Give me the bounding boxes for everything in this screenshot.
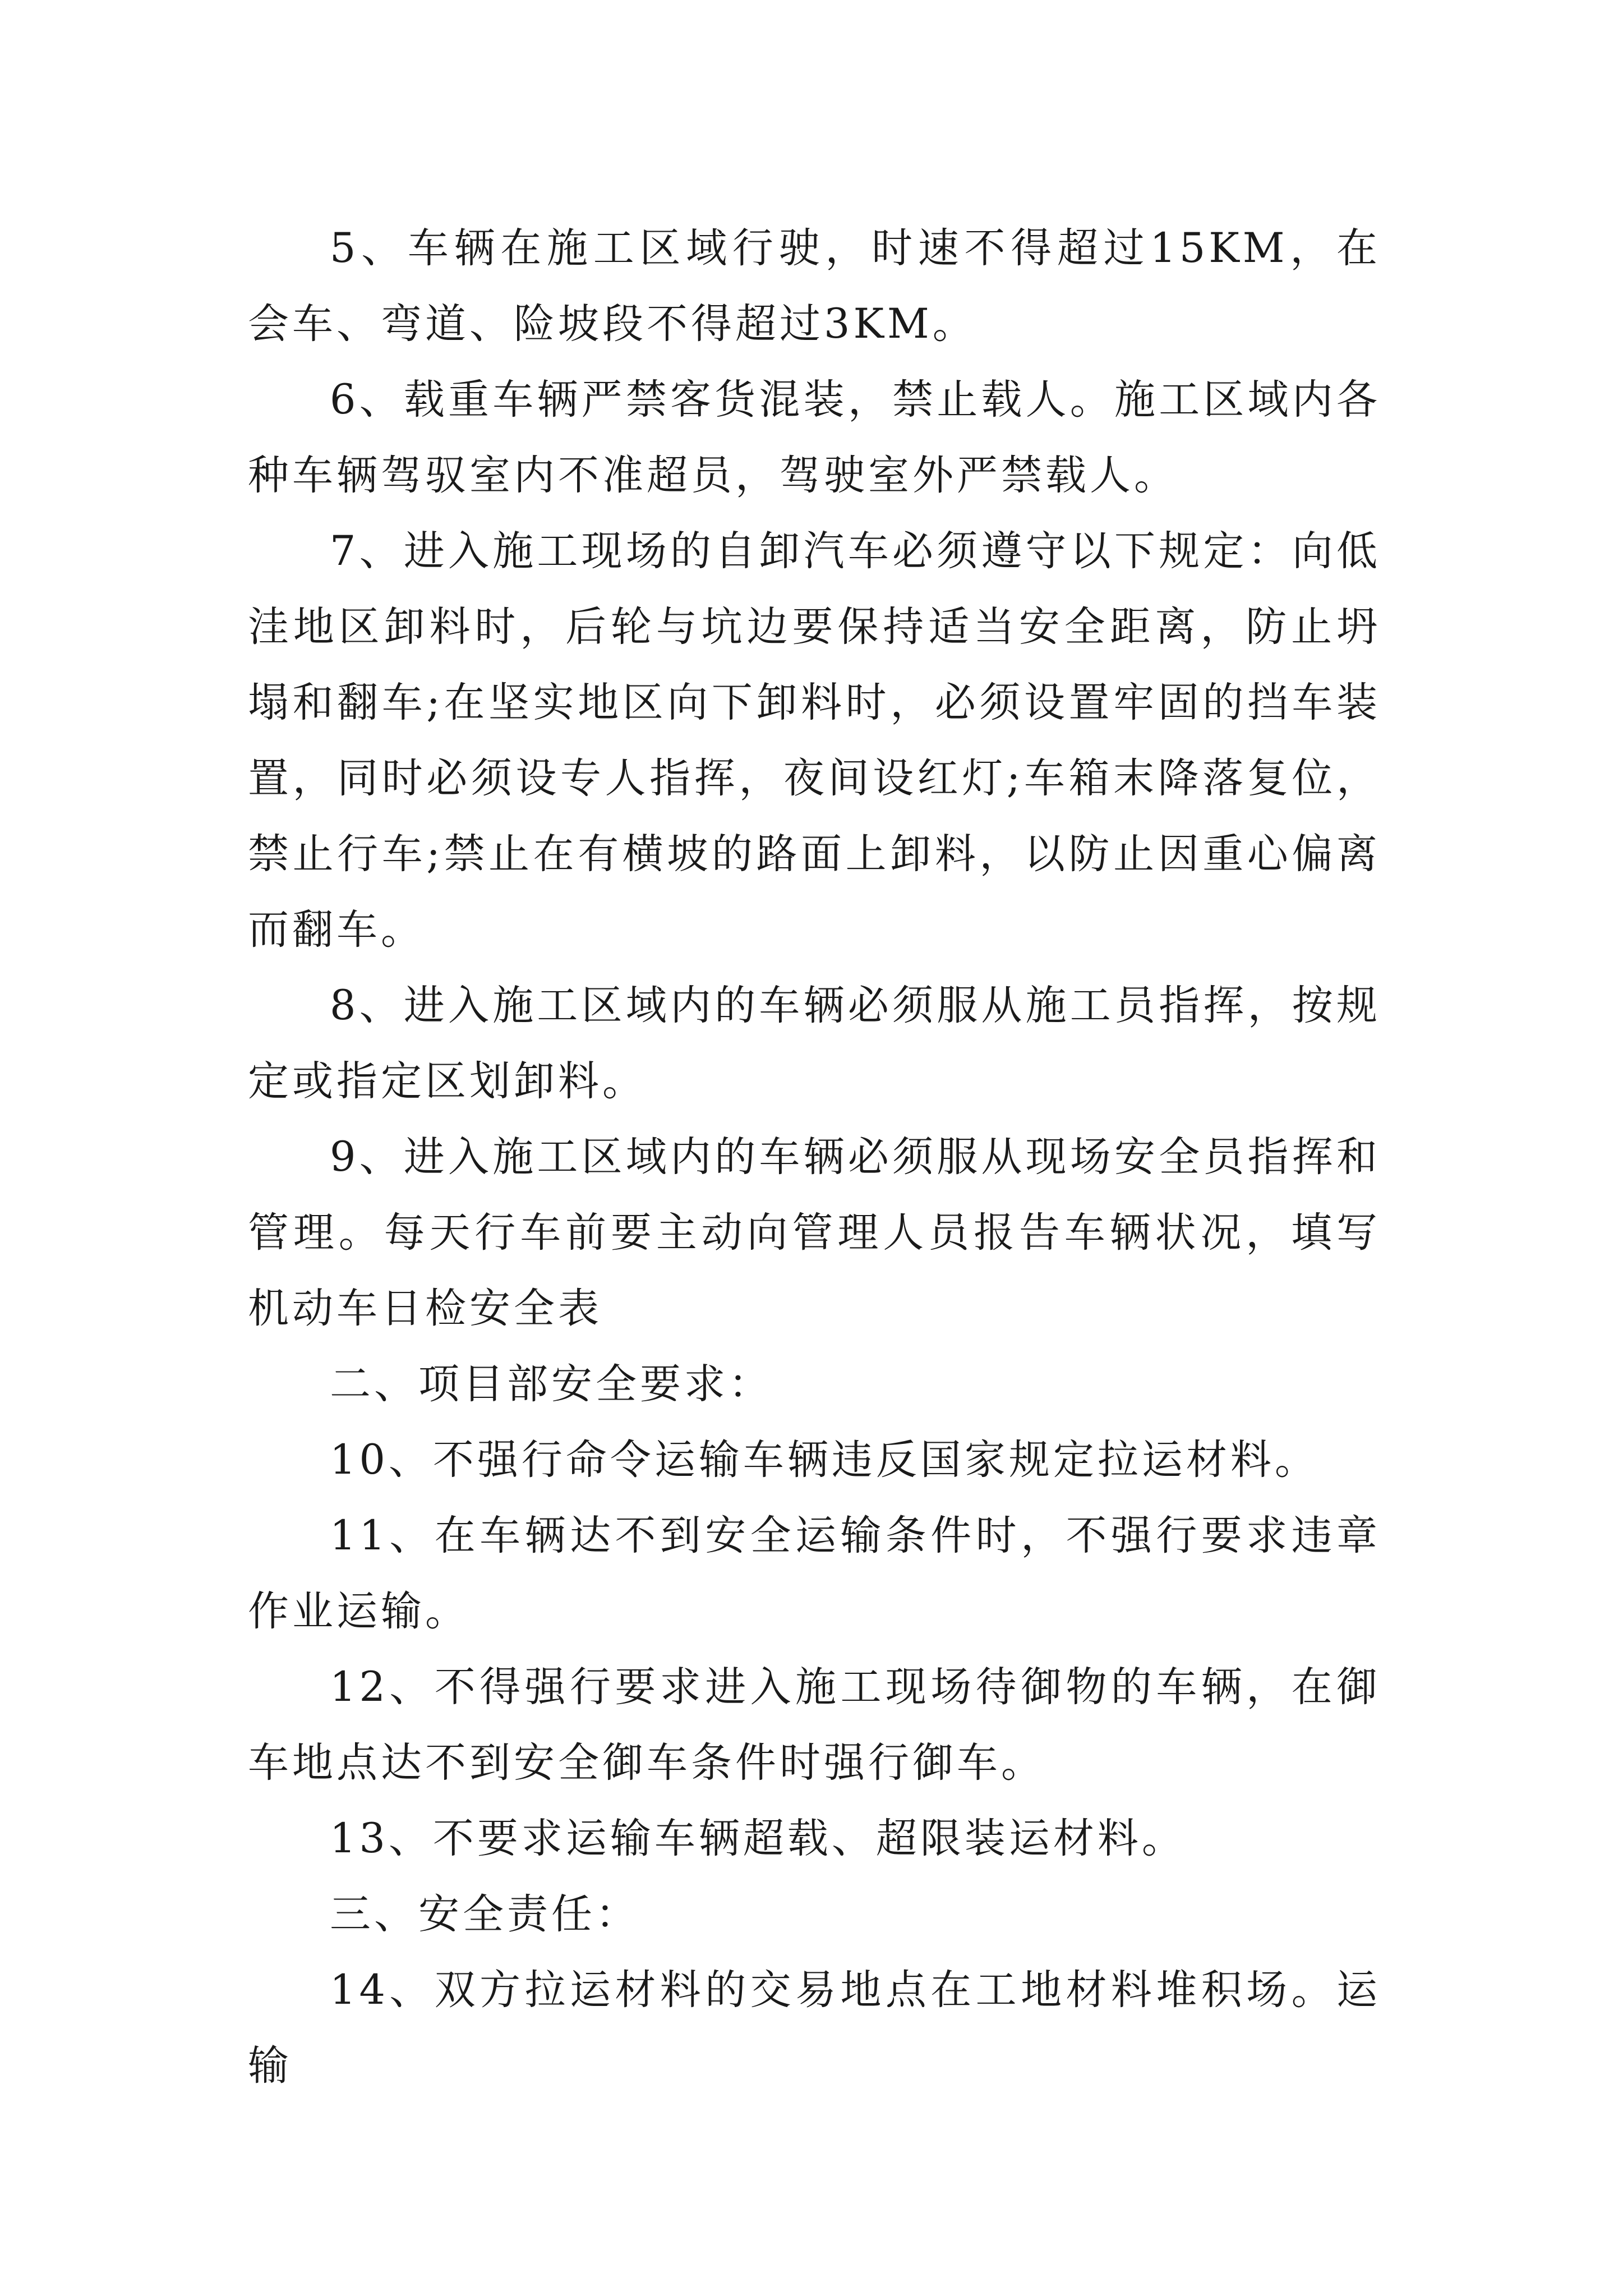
- section-heading-project-safety: 二、项目部安全要求：: [330, 1360, 773, 1408]
- paragraph-6: 6、载重车辆严禁客货混装，禁止载人。施工区域内各种车辆驾驭室内不准超员，驾驶室外严禁载人。: [248, 376, 1381, 499]
- paragraph-14: 14、双方拉运材料的交易地点在工地材料堆积场。运输: [248, 1966, 1381, 2090]
- paragraph-13: 13、不要求运输车辆超载、超限装运材料。: [330, 1815, 1186, 1862]
- paragraph-5: 5、车辆在施工区域行驶，时速不得超过15KM，在会车、弯道、险坡段不得超过3KM。: [248, 224, 1381, 348]
- paragraph-9: 9、进入施工区域内的车辆必须服从现场安全员指挥和管理。每天行车前要主动向管理人员报告车辆状况，填写机动车日检安全表: [248, 1133, 1381, 1332]
- section-heading-safety-responsibility: 三、安全责任：: [330, 1890, 640, 1938]
- paragraph-7: 7、进入施工现场的自卸汽车必须遵守以下规定：向低洼地区卸料时，后轮与坑边要保持适当安全距离，防止坍塌和翻车;在坚实地区向下卸料时，必须设置牢固的挡车装置，同时必须设专人指挥，夜间设红灯;车箱末降落复位，禁止行车;禁止在有横坡的路面上卸料，以防止因重心偏离而翻车。: [248, 527, 1381, 954]
- paragraph-11: 11、在车辆达不到安全运输条件时，不强行要求违章作业运输。: [248, 1512, 1381, 1635]
- paragraph-12: 12、不得强行要求进入施工现场待御物的车辆，在御车地点达不到安全御车条件时强行御车。: [248, 1663, 1381, 1787]
- document-body: [248, 210, 1381, 2104]
- paragraph-8: 8、进入施工区域内的车辆必须服从施工员指挥，按规定或指定区划卸料。: [248, 982, 1381, 1105]
- paragraph-10: 10、不强行命令运输车辆违反国家规定拉运材料。: [330, 1436, 1319, 1484]
